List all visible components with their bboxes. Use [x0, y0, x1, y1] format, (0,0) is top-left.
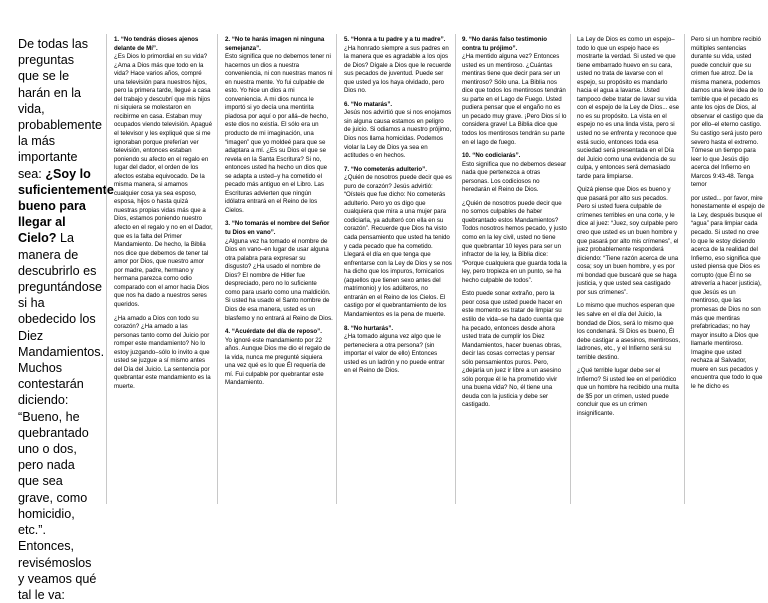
paragraph: Yo ignoré este mandamiento por 22 años. Aunque Dios me dio el regalo de la vida, nunca me pregunté siquiera una vez qué es lo que Él requería de mí. Fui culpable por quebrantar este Mandamiento.: [225, 336, 331, 387]
paragraph: ¿Ha honrado siempre a sus padres en la manera que es agradable a los ojos de Dios? Dígale a Dios que le recuerde sus pecados de juventud. Puede ser que usted ya los haya olvidado, pero Dios no.: [344, 44, 452, 95]
intro-text-2: La manera de descubrirlo es preguntándose si ha obedecido los Diez Mandamientos. Muchos contestarán diciendo: “Bueno, he quebrantado uno o dos, pero nada que sea grave, como homicidio, etc.”. Entonces, revisémoslos y veamos qué tal le va:: [18, 231, 105, 602]
paragraph: Esto puede sonar extraño, pero la peor cosa que usted puede hacer en este momento es tratar de limpiar su estilo de vida–se ha dado cuenta que ha pecado, entonces desde ahora usted trata de cumplir los Diez Mandamientos, hacer buenas obras, decir las cosas correctas y pensar sólo pensamientos puros. Pero, ¿dejaría un juez ir libre a un asesino sólo porque él le ha prometido vivir una buena vida? No, él tiene una deuda con la justicia y debe ser castigado.: [462, 290, 564, 409]
commandment-heading: 7. “No cometerás adulterio”.: [344, 165, 427, 173]
paragraph: Quizá piense que Dios es bueno y que pasará por alto sus pecados. Pero si usted fuera culpable de crímenes terribles en una corte, y le dice al juez: “Juez, soy culpable pero creo que usted es un buen hombre y que pasará por alto mis crímenes”, el juez probablemente responderá diciendo: “Tiene razón acerca de una cosa; soy un buen hombre, y es por mi bondad que buscaré que se haga justicia, y que usted sea castigado por sus crímenes”.: [577, 186, 679, 296]
paragraph: ¿Ha tomado alguna vez algo que le perteneciera a otra persona? (sin importar el valor de ello) Entonces usted es un ladrón y no puede entrar en el Reino de Dios.: [344, 333, 445, 375]
commandment-heading: 5. “Honra a tu padre y a tu madre”.: [344, 36, 446, 43]
paragraph: ¿Ha mentido alguna vez? Entonces usted es un mentiroso. ¿Cuántas mentiras tiene que decir para ser un mentiroso? Sólo una. La Biblia nos dice que todos los mentirosos tendrán su parte en el Lago de Fuego. Usted pudiera pensar que el engaño no es un pecado muy grave. ¡Pero Dios sí lo considera grave! La Biblia dice que todos los mentirosos tendrán su parte en el lago de fuego.: [462, 53, 567, 146]
column-divider: [217, 34, 218, 504]
text-column-3: [344, 36, 452, 504]
intro-column: [18, 36, 114, 603]
commandment-heading: 6. “No matarás”.: [344, 100, 393, 108]
text-column-6: [691, 36, 765, 504]
commandment-heading: 3. “No tomarás el nombre del Señor tu Dios en vano”.: [225, 220, 330, 237]
paragraph: ¿Quién de nosotros puede decir que es puro de corazón? Jesús advirtió: “Oísteis que fue dicho: No cometerás adulterio. Pero yo os digo que cualquiera que mira a una mujer para codiciarla, ya adulteró con ella en su corazón”. Recuerde que Dios ha visto cada pensamiento que usted ha tenido y cada pecado que ha cometido. Llegará el día en que tenga que enfrentarse con la Ley de Dios y se nos ha dicho que los impuros, fornicarios (aquellos que tienen sexo antes del matrimonio) y los adúlteros, no entrarán en el Reino de los Cielos. El castigo por el quebrantamiento de los Mandamientos es la pena de muerte.: [344, 174, 452, 318]
text-column-1: [114, 36, 213, 504]
paragraph: ¿Alguna vez ha tomado el nombre de Dios en vano–en lugar de usar alguna otra palabra para expresar su disgusto? ¿Ha usado el nombre de Dios? El nombre de Hitler fue despreciado, pero no lo suficiente como para usarlo como una maldición. Si usted ha usado el Santo nombre de Dios de esa manera, usted es un blasfemo y no entrará al Reino de Dios.: [225, 237, 333, 322]
paragraph: Jesús nos advirtió que si nos enojamos sin alguna causa estamos en peligro de juicio. Si odiamos a nuestro prójimo, Dios nos llama homicidas. Podemos violar la Ley de Dios ya sea en actitudes o en hechos.: [344, 109, 452, 160]
commandment-heading: 9. “No darás falso testimonio contra tu prójimo”.: [462, 36, 547, 52]
paragraph: por usted... por favor, mire honestamente el espejo de la Ley, después busque el “agua” para limpiar cada pecado. Si usted no cree lo que le estoy diciendo acerca de la realidad del Infierno, eso significa que usted piensa que Dios es corrupto (que Él no se atrevería a hacer justicia), que Jesús es un mentiroso, que las promesas de Dios no son más que mentiras prefabricadas; no hay mayor insulto a Dios que llamarle mentiroso. Imagine que usted rechaza al Salvador, muere en sus pecados y encuentra que todo lo que le he dicho es: [691, 194, 765, 390]
paragraph: ¿Qué terrible lugar debe ser el Infierno? Si usted lee en el periódico que un hombre ha recibido una multa de $5 por un crimen, usted puede concluir que es un crimen insignificante.: [577, 367, 679, 417]
paragraph: Lo mismo que muchos esperan que les salve en el día del Juicio, la bondad de Dios, será lo mismo que los condenará. Si Dios es bueno, Él debe castigar a asesinos, mentirosos, ladrones, etc., y el Infierno será su terrible destino.: [577, 302, 681, 361]
commandment-heading: 1. “No tendrás dioses ajenos delante de Mí”.: [114, 36, 199, 52]
paragraph: Pero si un hombre recibió múltiples sentencias durante su vida, usted puede concluir que su crimen fue atroz. De la misma manera, podemos darnos una leve idea de lo terrible que el pecado es ante los ojos de Dios, al observar el castigo que da por ello–el eterno castigo. Su castigo será justo pero severo hasta el extremo. Tómese un tiempo para leer lo que Jesús dijo acerca del Infierno en Marcos 9:43-48. Tenga temor: [691, 36, 764, 189]
commandment-heading: 10. “No codiciarás”.: [462, 152, 521, 160]
commandment-heading: 2. “No te harás imagen ni ninguna semejanza”.: [225, 36, 325, 52]
paragraph: ¿Quién de nosotros puede decir que no somos culpables de haber quebrantado estos Mandamientos? Todos nosotros hemos pecado, y justo como en la ley civil, usted no tiene que quebrantar 10 leyes para ser un infractor de la ley, la Biblia dice: “Porque cualquiera que guarda toda la ley, pero tropieza en un punto, se ha hecho culpable de todos”.: [462, 199, 567, 284]
text-column-4: [462, 36, 567, 504]
commandment-heading: 4. “Acuérdate del día de reposo”.: [225, 328, 322, 336]
intro-question: ¿Soy lo suficientemente bueno para llegar al Cielo?: [18, 166, 114, 246]
column-divider: [336, 34, 337, 504]
paragraph: Esto significa que no debemos desear nada que pertenezca a otras personas. Los codiciosos no heredarán el Reino de Dios.: [462, 160, 567, 194]
intro-text-1: De todas las preguntas que se le harán en la vida, probablemente la más importante sea:: [18, 37, 103, 181]
column-divider: [570, 34, 571, 504]
column-divider: [106, 34, 107, 504]
column-divider: [455, 34, 456, 504]
paragraph: ¿Es Dios lo primordial en su vida? ¿Ama a Dios más que todo en la vida? Hace varios años, compré una televisión para nuestros hijos, pero la primera tarde, llegué a casa del trabajo y descubrí que mis hijos ni siquiera se molestaron en recibirme en casa. Estaban muy ocupados viendo televisión. Apagué el televisor y les expliqué que si me ignoraban porque preferían ver televisión, entonces estaban poniendo su afecto en el regalo en lugar del dador, el orden de los afectos estaba equivocado. De la misma manera, si amamos cualquier cosa ya sea esposo, esposa, hijos o hasta quizá nuestras propias vidas más que a Dios, estamos poniendo nuestro afecto en el regalo y no en el Dador, que es la falta del Primer Mandamiento. De hecho, la Biblia nos dice que debemos de tener tal amor por Dios, que nuestro amor por madre, padre, hermano y hermana parezca como odio comparado con el amor hacia Dios que nos ha dado a nuestros seres queridos.: [114, 53, 213, 308]
commandment-heading: 8. “No hurtarás”.: [344, 324, 394, 332]
paragraph: La Ley de Dios es como un espejo–todo lo que un espejo hace es mostrarte la verdad. Si usted ve que tiene embarrado huevo en su cara, usted no trata de lavarse con el espejo, su propósito es mandarlo hacia el agua a lavarse. Usted tampoco debe tratar de lavar su vida con el espejo de la Ley de Dios... ese no es su propósito. La vista en el espejo no es una linda vista, pero si usted no se enfrenta y reconoce que está sucio, entonces toda esa suciedad será presentada en el Día del Juicio como una evidencia de su culpa, y entonces será demasiado tarde para limpiarse.: [577, 36, 680, 180]
paragraph: Esto significa que no debemos tener ni hacernos un dios a nuestra conveniencia, ni con nuestras manos ni en nuestra mente. Yo fui culpable de esto. Yo hice un dios a mi conveniencia. A mi dios nunca le importó si yo decía una mentirita piadosa por aquí o por allá–de hecho, este dios no existía. El sólo era un producto de mi imaginación, una “imagen” que yo moldeé para que se adaptara a mí. ¿Es su Dios el que se revela en la Santa Escritura? Si no, entonces usted ha hecho un dios que se adapta a usted–y ha cometido el pecado más antiguo en el Libro. Las Escrituras advierten que ningún idólatra entrará en el Reino de los Cielos.: [225, 53, 333, 214]
text-column-5: [577, 36, 681, 504]
column-divider: [684, 34, 685, 504]
text-column-2: [225, 36, 333, 504]
paragraph: ¿Ha amado a Dios con todo su corazón? ¿Ha amado a las personas tanto como del Juicio por romper este mandamiento? No lo estoy juzgando–sólo lo invito a que usted se juzgue a sí mismo antes del Día del Juicio. La sentencia por quebrantar este mandamiento es la muerte.: [114, 314, 211, 390]
